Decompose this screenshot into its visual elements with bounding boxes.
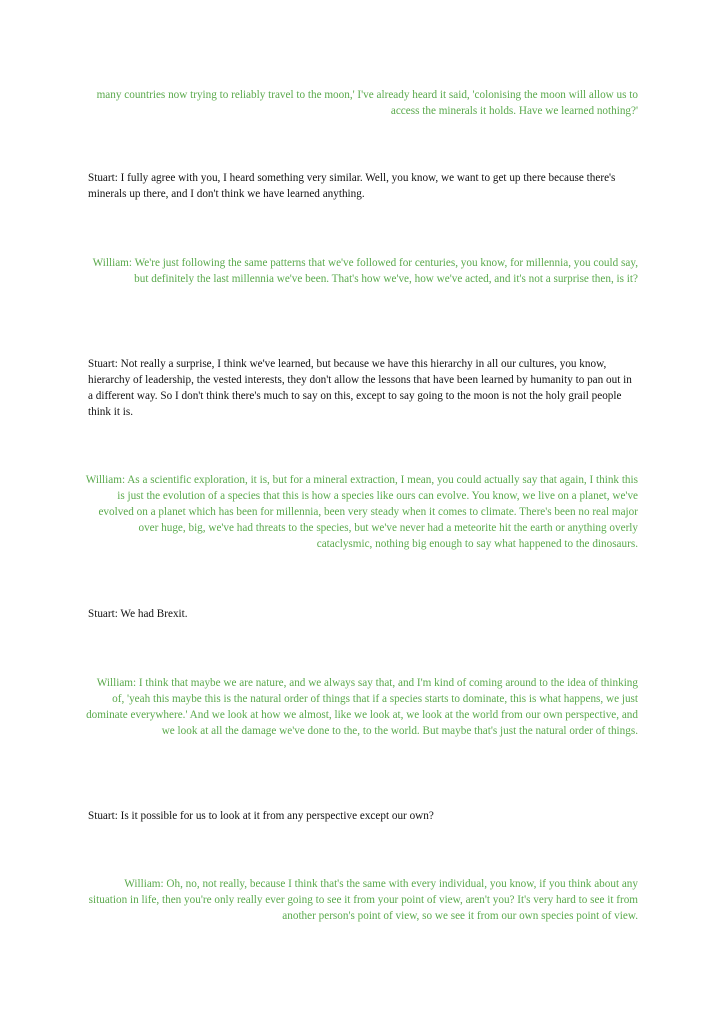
- william-paragraph-3: William: I think that maybe we are nature, and we always say that, and I'm kind of coming around to the idea of thinking of, 'yeah this maybe this is the natural order of things that if a species starts to dominate, this is what happens, we just dominate everywhere.' And we look at how we almost, like we look at, we look at the world from our own perspective, and we look at all the damage we've done to the, to the world. But maybe that's just the natural order of things.: [86, 677, 638, 737]
- william-paragraph-2: William: As a scientific exploration, it is, but for a mineral extraction, I mean, you could actually say that again, I think this is just the evolution of a species that this is how a species like ours can evolve. You know, we live on a planet, we've evolved on a planet which has been for millennia, been very steady when it comes to climate. There's been no real major over huge, big, we've had threats to the species, but we've never had a meteorite hit the earth or anything overly cataclysmic, nothing big enough to say what happened to the dinosaurs.: [85, 474, 638, 550]
- william-paragraph-4: William: Oh, no, not really, because I think that's the same with every individual, you know, if you think about any situation in life, then you're only really ever going to see it from your point of view, aren't you? It's very hard to see it from another person's point of view, so we see it from our own species point of view.: [88, 878, 638, 922]
- william-paragraph-continued: many countries now trying to reliably travel to the moon,' I've already heard it said, 'colonising the moon will allow us to access the minerals it holds. Have we learned nothing?': [96, 89, 638, 117]
- stuart-paragraph-2: Stuart: Not really a surprise, I think we've learned, but because we have this hierarchy in all our cultures, you know, hierarchy of leadership, the vested interests, they don't allow the lessons that have been learned by humanity to pan out in a different way. So I don't think there's much to say on this, except to say going to the moon is not the holy grail people think it is.: [88, 358, 632, 418]
- stuart-paragraph-1: Stuart: I fully agree with you, I heard something very similar. Well, you know, we want to get up there because there's minerals up there, and I don't think we have learned anything.: [88, 172, 616, 200]
- stuart-paragraph-3: Stuart: We had Brexit.: [88, 608, 188, 620]
- stuart-paragraph-4: Stuart: Is it possible for us to look at it from any perspective except our own?: [88, 810, 434, 822]
- william-paragraph-1: William: We're just following the same patterns that we've followed for centuries, you know, for millennia, you could say, but definitely the last millennia we've been. That's how we've, how we've acted, and it's not a surprise then, is it?: [92, 257, 638, 285]
